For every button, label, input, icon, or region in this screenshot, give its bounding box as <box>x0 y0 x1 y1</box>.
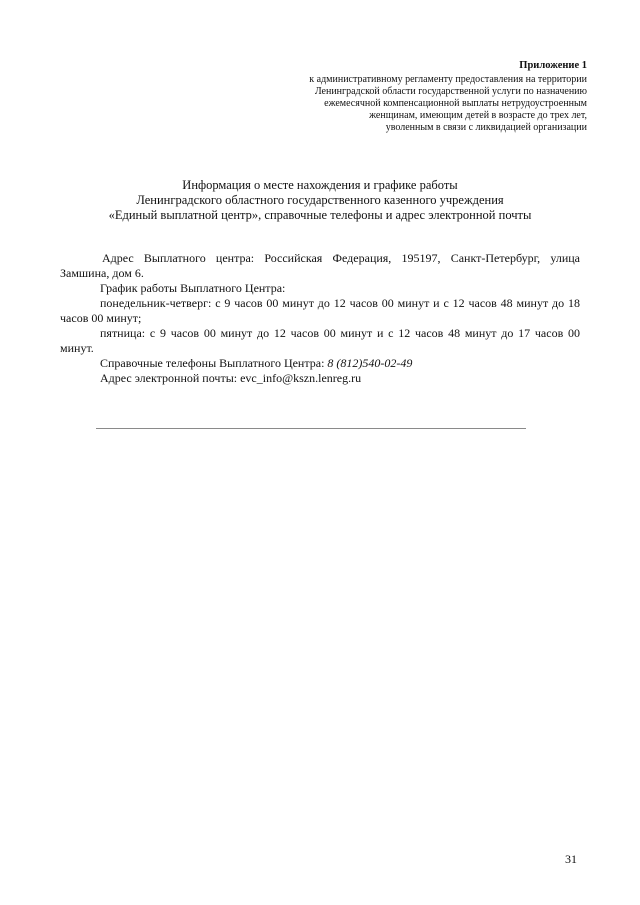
document-body <box>60 251 580 386</box>
schedule-heading: График работы Выплатного Центра: <box>100 281 286 295</box>
appendix-line: женщинам, имеющим детей в возрасте до трех лет, <box>369 110 587 121</box>
appendix-heading: Приложение 1 <box>519 60 587 71</box>
phones-value: 8 (812)540-02-49 <box>327 356 413 370</box>
title-line: Информация о месте нахождения и графике работы <box>182 178 458 192</box>
appendix-line: ежемесячной компенсационной выплаты нетрудоустроенным <box>324 98 587 109</box>
page-number: 31 <box>565 852 577 866</box>
address-paragraph: Адрес Выплатного центра: Российская Федерация, 195197, Санкт-Петербург, улица Замшина, дом 6. <box>60 251 580 280</box>
schedule-friday: пятница: с 9 часов 00 минут до 12 часов 00 минут и с 12 часов 48 минут до 17 часов 00 минут. <box>60 326 580 355</box>
appendix-block <box>227 60 587 134</box>
horizontal-divider <box>96 428 526 429</box>
email-paragraph: Адрес электронной почты: evc_info@kszn.lenreg.ru <box>100 371 362 385</box>
phones-paragraph <box>60 356 580 371</box>
phones-label: Справочные телефоны Выплатного Центра: <box>100 356 328 370</box>
appendix-line: уволенным в связи с ликвидацией организации <box>385 122 587 133</box>
title-line: «Единый выплатной центр», справочные телефоны и адрес электронной почты <box>108 208 532 222</box>
document-title <box>60 178 580 223</box>
title-line: Ленинградского областного государственного казенного учреждения <box>136 193 504 207</box>
schedule-mon-thu: понедельник-четверг: с 9 часов 00 минут до 12 часов 00 минут и с 12 часов 48 минут до 18 часов 00 минут; <box>60 296 580 325</box>
appendix-line: к административному регламенту предоставления на территории <box>309 74 587 85</box>
appendix-line: Ленинградской области государственной услуги по назначению <box>314 86 587 97</box>
